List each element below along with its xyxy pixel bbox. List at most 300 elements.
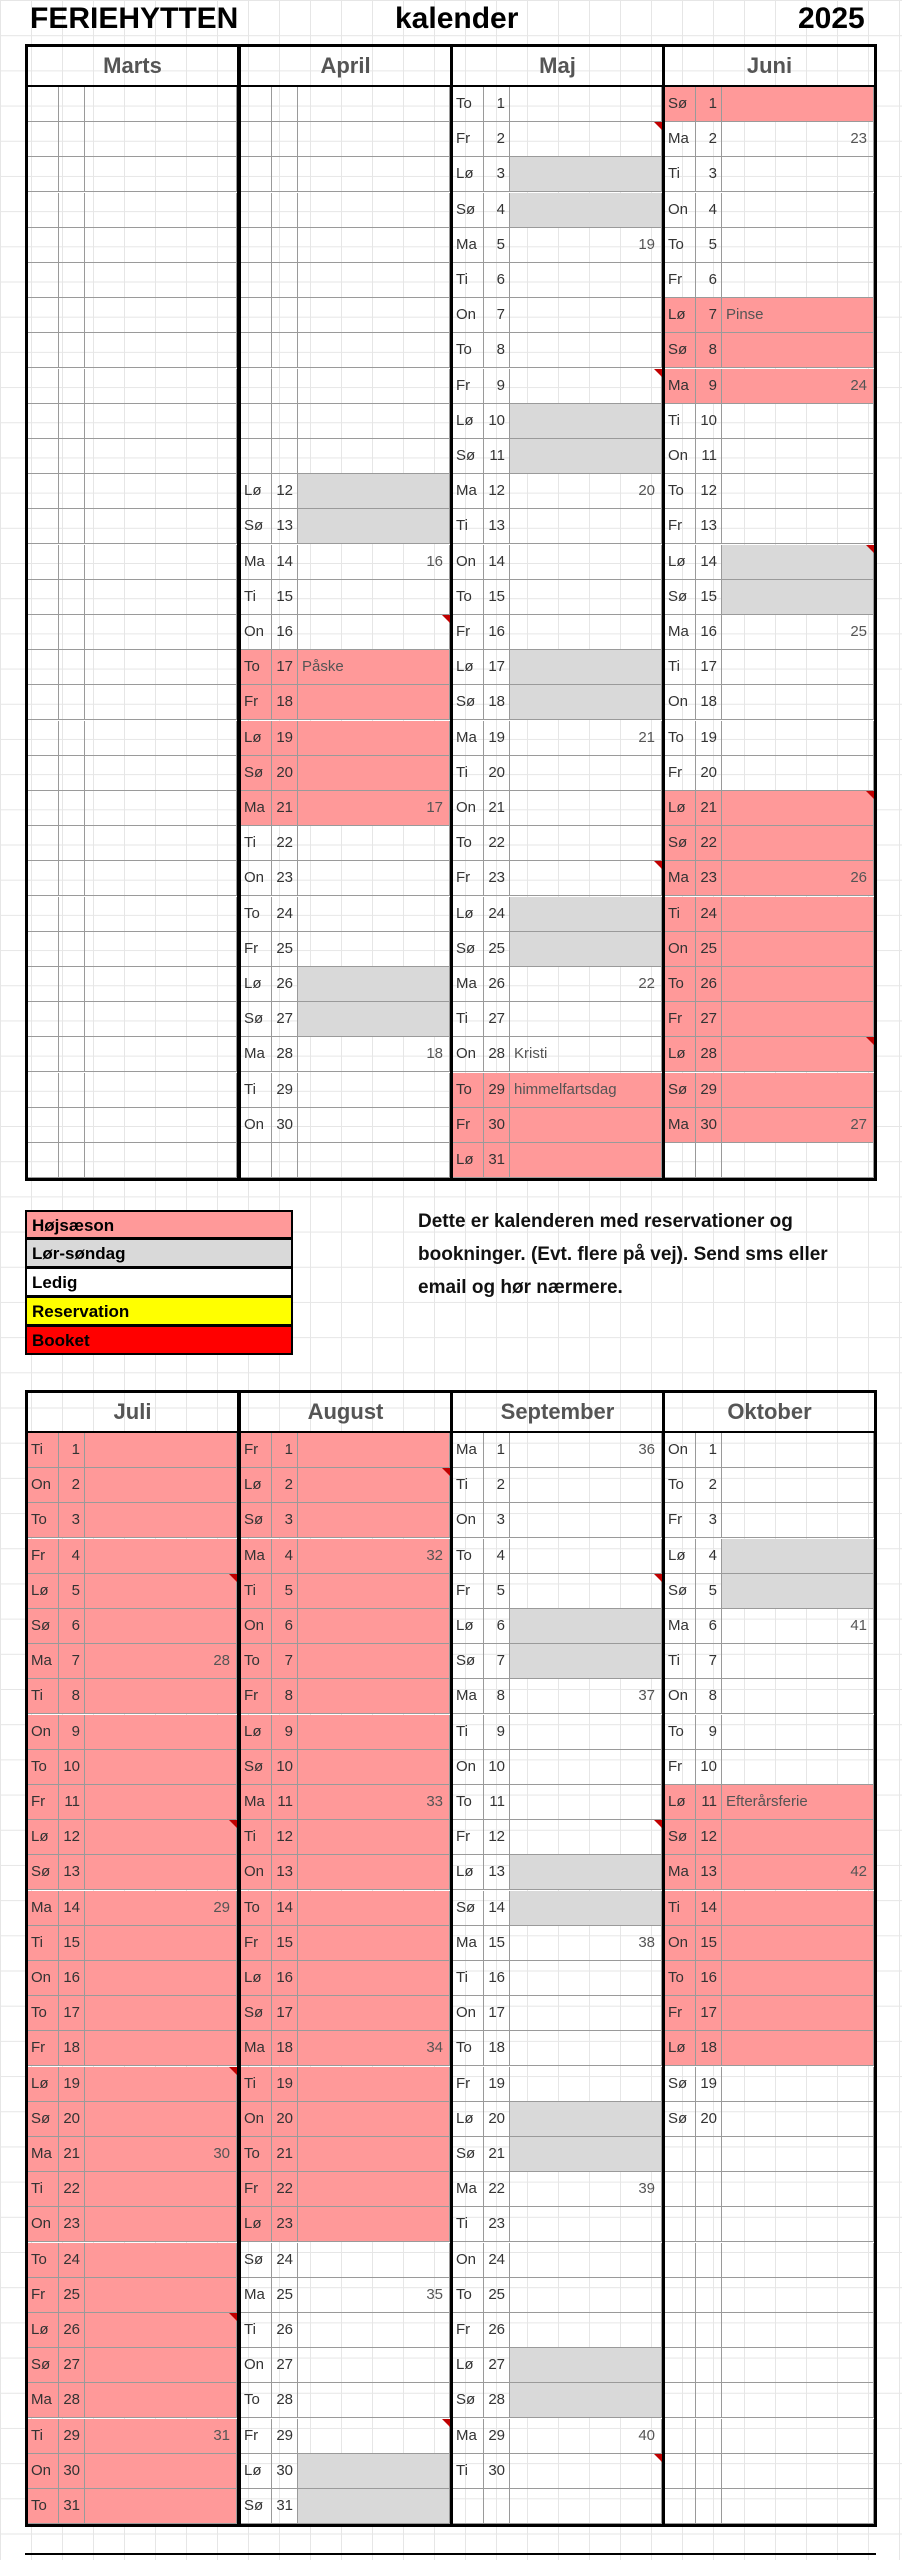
booking-cell bbox=[722, 298, 874, 332]
day-row bbox=[28, 1715, 237, 1750]
weekday-cell: On bbox=[28, 1715, 59, 1749]
day-row bbox=[453, 897, 662, 932]
weekday-cell: Ma bbox=[241, 1539, 272, 1573]
day-row bbox=[28, 1785, 237, 1820]
date-cell: 19 bbox=[272, 2067, 298, 2101]
day-row bbox=[241, 1433, 450, 1468]
booking-cell bbox=[298, 157, 450, 191]
date-cell: 18 bbox=[272, 2031, 298, 2065]
date-cell: 4 bbox=[696, 193, 722, 227]
booking-cell bbox=[722, 1820, 874, 1854]
booking-cell bbox=[298, 1891, 450, 1925]
weekday-cell bbox=[241, 157, 272, 191]
booking-cell bbox=[510, 1785, 662, 1819]
day-row bbox=[665, 2419, 874, 2454]
day-row bbox=[28, 87, 237, 122]
weekday-cell: Fr bbox=[665, 1996, 696, 2030]
weekday-cell: Ti bbox=[665, 650, 696, 684]
day-row bbox=[665, 1609, 874, 1644]
weekday-cell bbox=[665, 2489, 696, 2523]
weekday-cell: Ma bbox=[453, 474, 484, 508]
booking-cell bbox=[510, 861, 662, 895]
date-cell: 6 bbox=[272, 1609, 298, 1643]
week-number: 22 bbox=[638, 975, 655, 992]
day-row bbox=[241, 298, 450, 333]
booking-cell bbox=[722, 1468, 874, 1502]
weekday-cell: To bbox=[665, 474, 696, 508]
date-cell: 12 bbox=[272, 1820, 298, 1854]
day-row bbox=[453, 1715, 662, 1750]
booking-cell bbox=[722, 967, 874, 1001]
day-row bbox=[241, 2383, 450, 2418]
booking-cell bbox=[722, 1750, 874, 1784]
week-number: 41 bbox=[850, 1617, 867, 1634]
day-row bbox=[241, 193, 450, 228]
date-cell: 9 bbox=[696, 1715, 722, 1749]
week-number: 24 bbox=[850, 376, 867, 394]
weekday-cell: To bbox=[28, 2243, 59, 2277]
weekday-cell bbox=[241, 193, 272, 227]
day-row bbox=[241, 1644, 450, 1679]
date-cell: 20 bbox=[272, 2102, 298, 2136]
weekday-cell: On bbox=[241, 1108, 272, 1142]
weekday-cell: To bbox=[241, 1644, 272, 1678]
day-row bbox=[665, 1855, 874, 1890]
booking-cell bbox=[722, 87, 874, 121]
date-cell: 22 bbox=[59, 2172, 85, 2206]
weekday-cell: Lø bbox=[241, 1961, 272, 1995]
weekday-cell: Fr bbox=[453, 2313, 484, 2347]
date-cell: 28 bbox=[272, 2383, 298, 2417]
weekday-cell: To bbox=[241, 650, 272, 684]
day-row bbox=[28, 650, 237, 685]
booking-cell bbox=[722, 1785, 874, 1819]
day-row bbox=[241, 1996, 450, 2031]
date-cell: 12 bbox=[696, 474, 722, 508]
weekday-cell: To bbox=[241, 1891, 272, 1925]
date-cell: 2 bbox=[484, 122, 510, 156]
day-row bbox=[453, 1108, 662, 1143]
booking-cell bbox=[85, 87, 237, 121]
booking-cell bbox=[298, 1073, 450, 1107]
date-cell: 8 bbox=[484, 1679, 510, 1713]
booking-cell bbox=[85, 1002, 237, 1036]
weekday-cell: Fr bbox=[241, 1679, 272, 1713]
comment-marker-icon bbox=[229, 2313, 237, 2321]
day-row bbox=[453, 509, 662, 544]
weekday-cell: Fr bbox=[453, 369, 484, 403]
booking-cell bbox=[85, 967, 237, 1001]
booking-cell bbox=[298, 1961, 450, 1995]
date-cell: 4 bbox=[484, 1539, 510, 1573]
weekday-cell bbox=[241, 87, 272, 121]
booking-cell bbox=[722, 791, 874, 825]
date-cell: 14 bbox=[272, 545, 298, 579]
date-cell: 12 bbox=[484, 1820, 510, 1854]
weekday-cell: Lø bbox=[453, 897, 484, 931]
booking-cell bbox=[85, 333, 237, 367]
date-cell: 20 bbox=[59, 2102, 85, 2136]
weekday-cell: Ma bbox=[28, 1891, 59, 1925]
booking-cell bbox=[298, 721, 450, 755]
weekday-cell bbox=[28, 545, 59, 579]
date-cell bbox=[59, 1002, 85, 1036]
weekday-cell bbox=[28, 87, 59, 121]
day-row bbox=[665, 1002, 874, 1037]
weekday-cell: Ma bbox=[453, 1679, 484, 1713]
weekday-cell: Sø bbox=[665, 2102, 696, 2136]
day-row bbox=[241, 545, 450, 580]
weekday-cell bbox=[28, 615, 59, 649]
booking-cell bbox=[722, 2031, 874, 2065]
day-row bbox=[28, 721, 237, 756]
date-cell: 30 bbox=[484, 1108, 510, 1142]
booking-cell bbox=[510, 2207, 662, 2241]
booking-cell bbox=[85, 439, 237, 473]
day-row bbox=[28, 1679, 237, 1714]
day-row bbox=[665, 1961, 874, 1996]
day-row bbox=[453, 1574, 662, 1609]
booking-cell bbox=[85, 474, 237, 508]
date-cell: 2 bbox=[484, 1468, 510, 1502]
booking-cell bbox=[510, 2383, 662, 2417]
weekday-cell: Ti bbox=[28, 2172, 59, 2206]
weekday-cell: Ti bbox=[453, 1468, 484, 1502]
booking-cell bbox=[85, 157, 237, 191]
booking-cell bbox=[298, 2313, 450, 2347]
day-row bbox=[241, 1926, 450, 1961]
month-header: September bbox=[453, 1393, 662, 1433]
booking-cell bbox=[85, 2137, 237, 2171]
date-cell: 10 bbox=[484, 1750, 510, 1784]
booking-cell bbox=[85, 1679, 237, 1713]
day-row bbox=[28, 756, 237, 791]
day-row bbox=[28, 2172, 237, 2207]
day-row bbox=[665, 1073, 874, 1108]
booking-cell bbox=[722, 1679, 874, 1713]
weekday-cell bbox=[28, 580, 59, 614]
date-cell: 15 bbox=[272, 1926, 298, 1960]
date-cell: 21 bbox=[484, 791, 510, 825]
weekday-cell: Lø bbox=[665, 545, 696, 579]
day-row bbox=[28, 1609, 237, 1644]
booking-cell bbox=[722, 2419, 874, 2453]
booking-cell bbox=[510, 967, 662, 1001]
date-cell bbox=[59, 193, 85, 227]
booking-cell bbox=[722, 369, 874, 403]
booking-cell bbox=[510, 1855, 662, 1889]
booking-cell bbox=[298, 2172, 450, 2206]
day-row bbox=[28, 2489, 237, 2524]
date-cell: 27 bbox=[696, 1002, 722, 1036]
date-cell: 16 bbox=[272, 615, 298, 649]
date-cell bbox=[272, 157, 298, 191]
day-row bbox=[453, 1961, 662, 1996]
booking-cell bbox=[298, 1715, 450, 1749]
date-cell: 16 bbox=[484, 615, 510, 649]
date-cell: 8 bbox=[696, 1679, 722, 1713]
date-cell: 2 bbox=[696, 1468, 722, 1502]
day-row bbox=[241, 2278, 450, 2313]
week-number: 30 bbox=[213, 2145, 230, 2162]
booking-cell bbox=[510, 2278, 662, 2312]
weekday-cell: Fr bbox=[28, 2278, 59, 2312]
day-row bbox=[241, 967, 450, 1002]
date-cell: 23 bbox=[59, 2207, 85, 2241]
date-cell: 9 bbox=[484, 1715, 510, 1749]
weekday-cell: On bbox=[453, 1750, 484, 1784]
date-cell: 19 bbox=[59, 2067, 85, 2101]
date-cell: 26 bbox=[59, 2313, 85, 2347]
week-number: 26 bbox=[850, 869, 867, 887]
weekday-cell: Sø bbox=[665, 87, 696, 121]
day-row bbox=[665, 2137, 874, 2172]
day-row bbox=[665, 193, 874, 228]
weekday-cell: Lø bbox=[241, 721, 272, 755]
booking-cell bbox=[85, 580, 237, 614]
date-cell: 22 bbox=[484, 826, 510, 860]
date-cell bbox=[59, 1143, 85, 1177]
day-row bbox=[241, 1143, 450, 1178]
day-row bbox=[453, 2067, 662, 2102]
booking-cell bbox=[298, 1002, 450, 1036]
booking-cell bbox=[85, 826, 237, 860]
weekday-cell: Ti bbox=[241, 2313, 272, 2347]
date-cell bbox=[59, 1037, 85, 1071]
weekday-cell bbox=[28, 474, 59, 508]
date-cell: 5 bbox=[59, 1574, 85, 1608]
day-row bbox=[28, 2067, 237, 2102]
booking-cell bbox=[298, 1433, 450, 1467]
booking-cell bbox=[510, 2348, 662, 2382]
booking-cell bbox=[510, 615, 662, 649]
booking-cell bbox=[85, 122, 237, 156]
booking-cell bbox=[722, 1609, 874, 1643]
day-row bbox=[241, 2067, 450, 2102]
booking-cell bbox=[298, 1539, 450, 1573]
date-cell: 20 bbox=[696, 756, 722, 790]
booking-cell bbox=[298, 2067, 450, 2101]
booking-cell bbox=[85, 1926, 237, 1960]
date-cell bbox=[696, 2489, 722, 2523]
weekday-cell: Ti bbox=[241, 1073, 272, 1107]
date-cell: 23 bbox=[484, 861, 510, 895]
date-cell: 8 bbox=[696, 333, 722, 367]
date-cell bbox=[272, 298, 298, 332]
year-label: 2025 bbox=[798, 2, 865, 35]
day-row bbox=[28, 474, 237, 509]
date-cell bbox=[59, 474, 85, 508]
date-cell: 11 bbox=[484, 1785, 510, 1819]
legend-item-lor-sondag: Lør-søndag bbox=[25, 1239, 293, 1268]
booking-cell bbox=[722, 2067, 874, 2101]
booking-cell bbox=[85, 2454, 237, 2488]
weekday-cell: Ti bbox=[665, 157, 696, 191]
day-row bbox=[665, 861, 874, 896]
booking-cell bbox=[85, 1503, 237, 1537]
day-row bbox=[665, 1108, 874, 1143]
booking-cell bbox=[722, 1715, 874, 1749]
day-row bbox=[241, 1820, 450, 1855]
weekday-cell: Lø bbox=[453, 404, 484, 438]
day-row bbox=[28, 404, 237, 439]
weekday-cell bbox=[28, 439, 59, 473]
weekday-cell: Ma bbox=[28, 1644, 59, 1678]
weekday-cell: On bbox=[453, 1503, 484, 1537]
day-row bbox=[665, 1820, 874, 1855]
day-row bbox=[453, 2383, 662, 2418]
day-row bbox=[453, 1679, 662, 1714]
weekday-cell: To bbox=[453, 1785, 484, 1819]
day-row bbox=[453, 2172, 662, 2207]
date-cell: 7 bbox=[696, 298, 722, 332]
date-cell: 1 bbox=[59, 1433, 85, 1467]
weekday-cell bbox=[665, 2172, 696, 2206]
booking-cell bbox=[298, 1574, 450, 1608]
day-row bbox=[241, 1891, 450, 1926]
booking-cell bbox=[510, 1143, 662, 1177]
legend-item-hojsaeson: Højsæson bbox=[25, 1210, 293, 1239]
day-row bbox=[241, 122, 450, 157]
weekday-cell: Ti bbox=[241, 1820, 272, 1854]
weekday-cell bbox=[241, 369, 272, 403]
booking-cell bbox=[722, 2313, 874, 2347]
date-cell: 17 bbox=[484, 650, 510, 684]
day-row bbox=[241, 2243, 450, 2278]
date-cell: 8 bbox=[59, 1679, 85, 1713]
booking-cell bbox=[85, 1996, 237, 2030]
weekday-cell: Fr bbox=[665, 1002, 696, 1036]
weekday-cell: Ti bbox=[241, 1574, 272, 1608]
date-cell: 7 bbox=[484, 1644, 510, 1678]
weekday-cell: On bbox=[453, 298, 484, 332]
day-row bbox=[665, 756, 874, 791]
weekday-cell: On bbox=[665, 1679, 696, 1713]
date-cell bbox=[696, 2207, 722, 2241]
date-cell: 19 bbox=[272, 721, 298, 755]
day-row bbox=[665, 509, 874, 544]
weekday-cell: Sø bbox=[241, 1996, 272, 2030]
date-cell: 14 bbox=[272, 1891, 298, 1925]
date-cell: 18 bbox=[272, 685, 298, 719]
date-cell bbox=[272, 439, 298, 473]
date-cell: 25 bbox=[59, 2278, 85, 2312]
month-april bbox=[238, 44, 453, 1181]
day-row bbox=[453, 1073, 662, 1108]
day-row bbox=[28, 685, 237, 720]
day-row bbox=[28, 932, 237, 967]
booking-cell bbox=[85, 791, 237, 825]
booking-cell bbox=[85, 650, 237, 684]
weekday-cell bbox=[665, 2419, 696, 2453]
day-row bbox=[28, 1891, 237, 1926]
date-cell: 7 bbox=[272, 1644, 298, 1678]
weekday-cell: Ti bbox=[241, 826, 272, 860]
weekday-cell: To bbox=[453, 87, 484, 121]
weekday-cell bbox=[28, 193, 59, 227]
weekday-cell: Ti bbox=[665, 1891, 696, 1925]
date-cell: 25 bbox=[484, 2278, 510, 2312]
weekday-cell: Sø bbox=[453, 2137, 484, 2171]
booking-cell bbox=[510, 1996, 662, 2030]
day-row bbox=[665, 826, 874, 861]
date-cell: 29 bbox=[484, 1073, 510, 1107]
booking-cell bbox=[85, 1961, 237, 1995]
date-cell: 22 bbox=[272, 826, 298, 860]
weekday-cell bbox=[665, 1143, 696, 1177]
date-cell bbox=[696, 2172, 722, 2206]
weekday-cell: On bbox=[241, 615, 272, 649]
day-row bbox=[665, 157, 874, 192]
day-row bbox=[453, 87, 662, 122]
date-cell: 18 bbox=[696, 685, 722, 719]
booking-cell bbox=[85, 897, 237, 931]
booking-cell bbox=[85, 1785, 237, 1819]
week-number: 36 bbox=[638, 1441, 655, 1458]
day-row bbox=[241, 333, 450, 368]
comment-marker-icon bbox=[442, 2419, 450, 2427]
weekday-cell: To bbox=[28, 1503, 59, 1537]
date-cell: 18 bbox=[696, 2031, 722, 2065]
date-cell: 21 bbox=[272, 2137, 298, 2171]
comment-marker-icon bbox=[229, 1574, 237, 1582]
weekday-cell: To bbox=[665, 967, 696, 1001]
booking-cell bbox=[85, 721, 237, 755]
weekday-cell: To bbox=[665, 1961, 696, 1995]
day-row bbox=[453, 826, 662, 861]
date-cell: 7 bbox=[696, 1644, 722, 1678]
weekday-cell bbox=[28, 1143, 59, 1177]
day-row bbox=[665, 439, 874, 474]
day-row bbox=[28, 545, 237, 580]
weekday-cell bbox=[28, 157, 59, 191]
date-cell: 7 bbox=[59, 1644, 85, 1678]
booking-cell bbox=[510, 1926, 662, 1960]
comment-marker-icon bbox=[866, 1037, 874, 1045]
booking-cell bbox=[85, 2348, 237, 2382]
day-row bbox=[665, 333, 874, 368]
day-row bbox=[241, 87, 450, 122]
day-row bbox=[453, 1143, 662, 1178]
date-cell: 28 bbox=[484, 1037, 510, 1071]
date-cell: 24 bbox=[484, 897, 510, 931]
booking-cell bbox=[85, 2278, 237, 2312]
weekday-cell: Fr bbox=[241, 1926, 272, 1960]
weekday-cell: Ti bbox=[665, 897, 696, 931]
date-cell: 19 bbox=[484, 721, 510, 755]
day-row bbox=[28, 298, 237, 333]
day-row bbox=[665, 791, 874, 826]
weekday-cell: On bbox=[453, 1996, 484, 2030]
date-cell: 18 bbox=[484, 2031, 510, 2065]
day-row bbox=[453, 1891, 662, 1926]
date-cell: 30 bbox=[272, 2454, 298, 2488]
day-row bbox=[241, 1961, 450, 1996]
date-cell bbox=[59, 580, 85, 614]
date-cell: 7 bbox=[484, 298, 510, 332]
day-row bbox=[665, 932, 874, 967]
booking-cell bbox=[510, 1468, 662, 1502]
weekday-cell: Fr bbox=[453, 1108, 484, 1142]
day-row bbox=[453, 580, 662, 615]
booking-cell bbox=[298, 509, 450, 543]
date-cell: 9 bbox=[484, 369, 510, 403]
week-number: 16 bbox=[426, 552, 443, 570]
day-row bbox=[241, 932, 450, 967]
date-cell: 16 bbox=[696, 615, 722, 649]
day-row bbox=[241, 1002, 450, 1037]
day-row bbox=[665, 2489, 874, 2524]
